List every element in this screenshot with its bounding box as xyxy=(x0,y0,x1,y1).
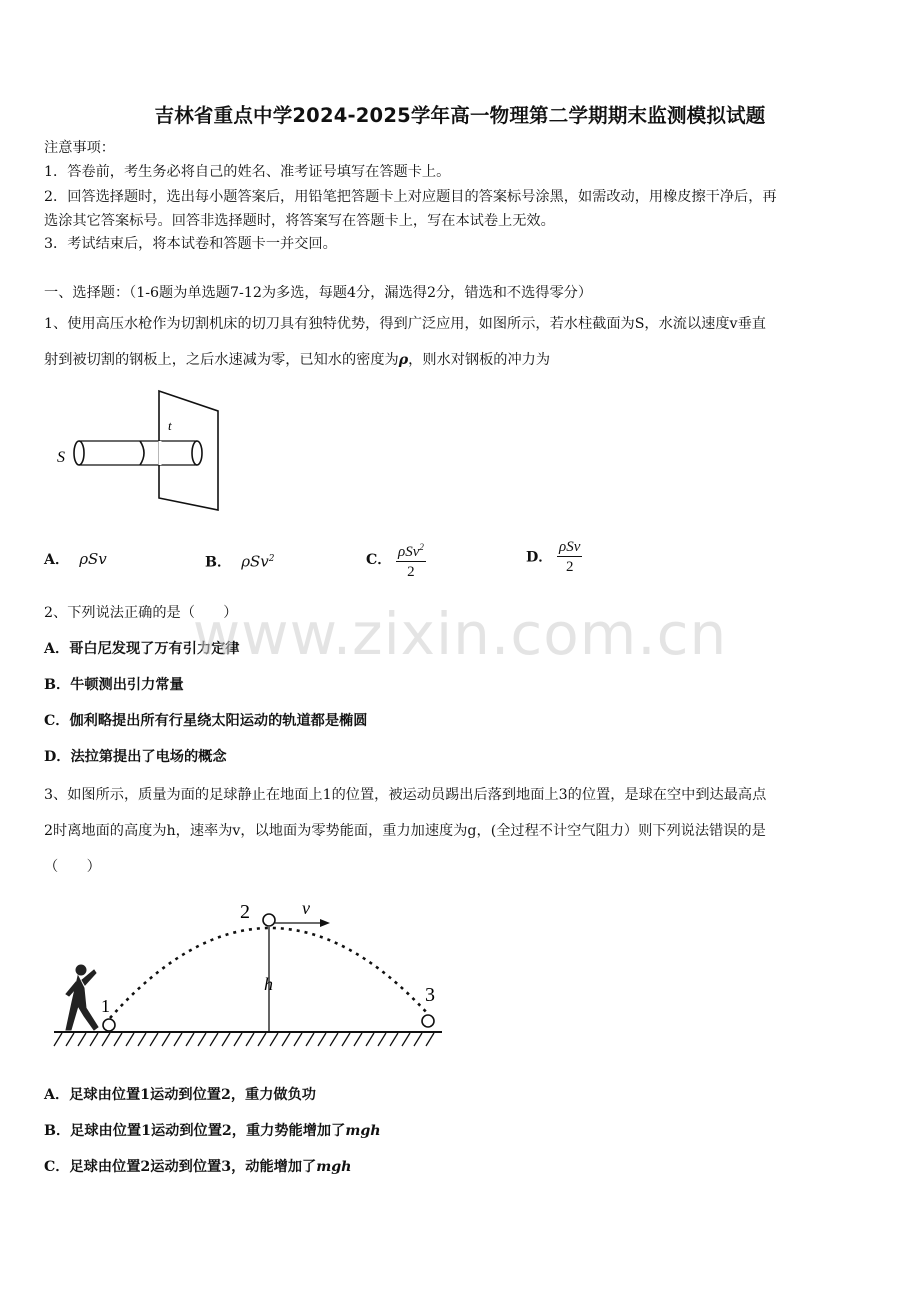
q1-option-a xyxy=(44,549,107,570)
fig-label-v: v xyxy=(302,898,310,918)
player-figure xyxy=(66,965,98,1030)
q3-figure-football-trajectory xyxy=(48,890,448,1055)
option-text: C．足球由位置2运动到位置3，动能增加了 xyxy=(44,1159,317,1175)
ball-position-3 xyxy=(422,1015,434,1027)
q3-option-a: A．足球由位置1运动到位置2，重力做负功 xyxy=(44,1087,316,1103)
section-heading: 一、选择题：（1-6题为单选题7-12为多选，每题4分，漏选得2分，错选和不选得零分） xyxy=(44,285,593,301)
q3-stem-line3: （ ） xyxy=(44,859,101,875)
notice-item-1: 1．答卷前，考生务必将自己的姓名、准考证号填写在答题卡上。 xyxy=(44,164,451,180)
option-text: B．足球由位置1运动到位置2，重力势能增加了 xyxy=(44,1123,346,1139)
ground-hatching xyxy=(54,1033,434,1046)
q1-option-b xyxy=(205,549,275,573)
notice-item-3: 3．考试结束后，将本试卷和答题卡一并交回。 xyxy=(44,236,337,252)
q1-stem-line1: 1、使用高压水枪作为切割机床的切刀具有独特优势，得到广泛应用，如图所示，若水柱截面为S，水流以速度v垂直 xyxy=(44,316,766,332)
option-d-fraction xyxy=(557,538,582,577)
fig-label-2: 2 xyxy=(240,901,250,923)
q1-option-c xyxy=(366,538,426,582)
ball-position-2 xyxy=(263,914,275,926)
fig-label-t: t xyxy=(168,418,172,433)
q3-stem-line1: 3、如图所示，质量为面的足球静止在地面上1的位置，被运动员踢出后落到地面上3的位置，是球在空中到达最高点 xyxy=(44,787,767,803)
q1-stem-text: 射到被切割的钢板上，之后水速减为零，已知水的密度为 xyxy=(44,352,399,368)
notice-heading: 注意事项： xyxy=(44,140,115,156)
option-b-exponent: 2 xyxy=(268,554,275,564)
q2-option-a: A．哥白尼发现了万有引力定律 xyxy=(44,641,240,657)
fraction-denominator: 2 xyxy=(565,559,574,575)
velocity-arrowhead xyxy=(320,919,330,927)
option-label: A． xyxy=(44,552,70,568)
fig-label-h: h xyxy=(264,974,273,994)
q1-figure-water-jet xyxy=(50,388,230,513)
fig-label-3: 3 xyxy=(425,984,435,1006)
fraction-numerator: ρSv xyxy=(559,539,581,555)
fraction-exponent: 2 xyxy=(419,542,424,552)
fig-label-1: 1 xyxy=(101,996,110,1016)
notice-item-2a: 2．回答选择题时，选出每小题答案后，用铅笔把答题卡上对应题目的答案标号涂黑，如需改动，用橡皮擦干净后，再 xyxy=(44,189,777,205)
option-label: C． xyxy=(366,552,392,568)
option-label: D． xyxy=(526,549,553,566)
ball-position-1 xyxy=(103,1019,115,1031)
page-title: 吉林省重点中学2024-2025学年高一物理第二学期期末监测模拟试题 xyxy=(154,104,766,127)
q2-stem: 2、下列说法正确的是（ ） xyxy=(44,605,238,621)
notice-item-2b: 选涂其它答案标号。回答非选择题时，将答案写在答题卡上，写在本试卷上无效。 xyxy=(44,213,555,229)
q3-option-b xyxy=(44,1121,381,1141)
q2-option-b: B．牛顿测出引力常量 xyxy=(44,677,184,693)
q2-option-d: D．法拉第提出了电场的概念 xyxy=(44,749,227,765)
fig-label-s: S xyxy=(57,449,65,466)
option-c-fraction xyxy=(396,538,426,582)
q2-option-c: C．伽利略提出所有行星绕太阳运动的轨道都是椭圆 xyxy=(44,713,368,729)
option-a-formula: ρSv xyxy=(79,550,107,568)
option-formula: mgh xyxy=(345,1123,381,1139)
option-formula: mgh xyxy=(316,1159,352,1175)
watermark: www.zixin.com.cn xyxy=(192,600,728,668)
q1-stem-text-end: ，则水对钢板的冲力为 xyxy=(408,352,551,368)
fraction-denominator: 2 xyxy=(407,564,415,580)
rho-symbol: ρ xyxy=(398,352,409,368)
fraction-numerator: ρSv xyxy=(398,544,420,560)
option-label: B． xyxy=(205,554,232,571)
q1-option-d xyxy=(526,538,582,577)
q3-stem-line2: 2时离地面的高度为h，速率为v，以地面为零势能面，重力加速度为g，(全过程不计空气阻力）则下列说法错误的是 xyxy=(44,823,766,839)
option-b-formula: ρSv xyxy=(241,552,269,571)
q3-option-c xyxy=(44,1157,351,1177)
q1-stem-line2 xyxy=(44,350,550,370)
